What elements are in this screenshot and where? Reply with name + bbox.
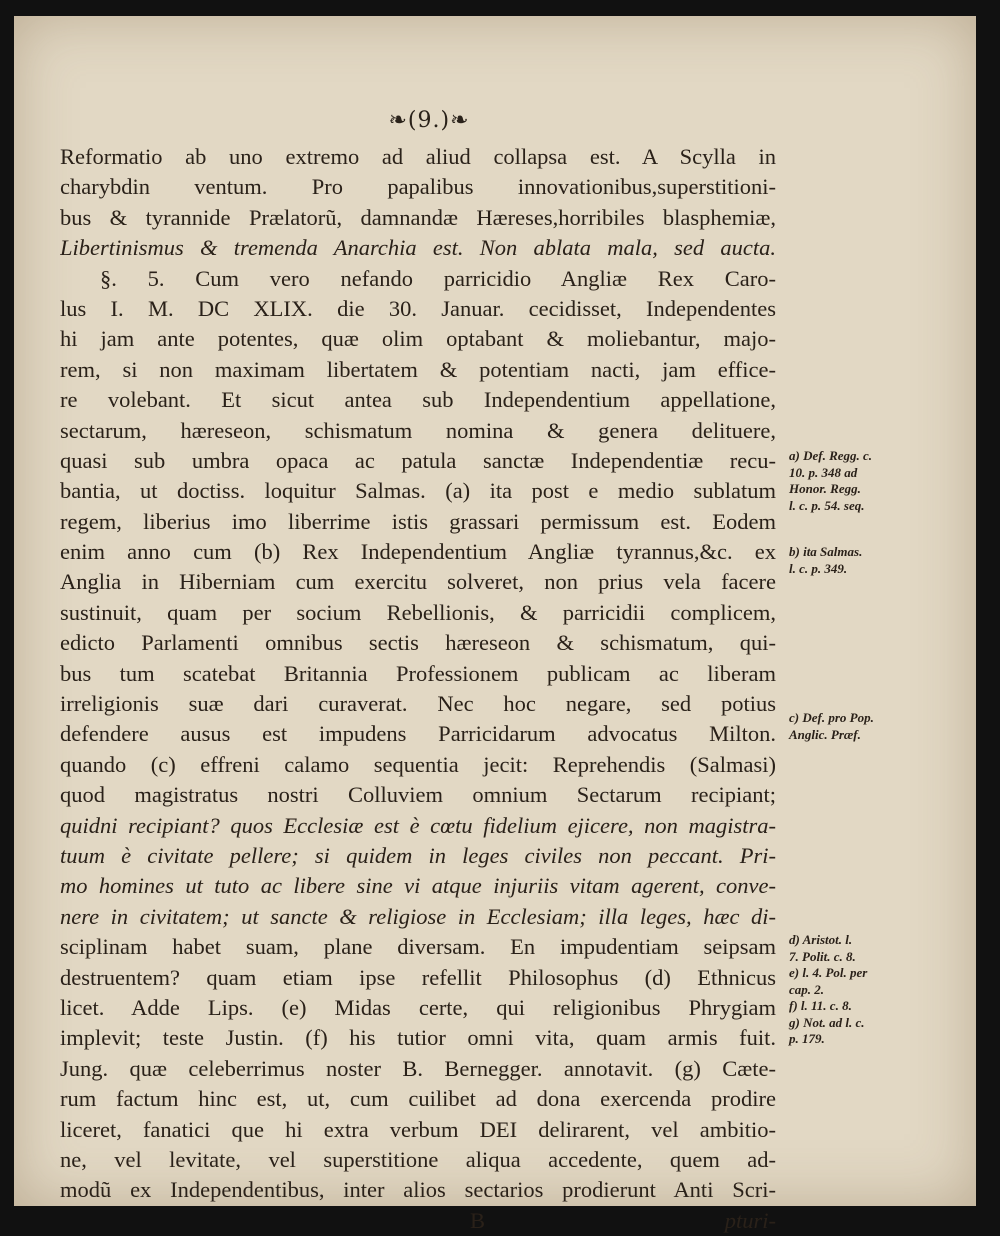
text-line: tuum è civitate pellere; si quidem in leges civiles non peccant. Pri-	[60, 842, 776, 868]
marginal-note-b	[789, 544, 929, 577]
text-line: licet. Adde Lips. (e) Midas certe, qui religionibus Phrygiam	[60, 994, 776, 1020]
marginal-note-a	[789, 448, 929, 514]
text-line: Anglia in Hiberniam cum exercitu solveret, non prius vela facere	[60, 569, 776, 595]
text-line: re volebant. Et sicut antea sub Independentium appellatione,	[60, 387, 776, 413]
note-line: 7. Polit. c. 8.	[789, 948, 856, 964]
text-line: irreligionis suæ dari curaverat. Nec hoc negare, sed potius	[60, 691, 776, 717]
note-line: Honor. Regg.	[789, 481, 861, 496]
main-text-block	[60, 142, 776, 1236]
text-line: sectarum, hæreseon, schismatum nomina & genera delituere,	[60, 417, 776, 443]
note-line: p. 179.	[789, 1031, 825, 1046]
note-line: e) l. 4. Pol. per	[789, 965, 868, 980]
note-line: g) Not. ad l. c.	[789, 1014, 865, 1030]
text-line: mo homines ut tuto ac libere sine vi atque injuriis vitam agerent, conve-	[60, 873, 776, 899]
text-line: quod magistratus nostri Colluviem omnium Sectarum recipiant;	[60, 782, 776, 808]
text-line: rem, si non maximam libertatem & potentiam nacti, jam effice-	[60, 356, 776, 382]
page-header-ornament: ❧(9.)❧	[388, 108, 470, 133]
note-line: l. c. p. 349.	[789, 560, 848, 576]
text-line: lus I. M. DC XLIX. die 30. Januar. cecidisset, Independentes	[60, 295, 776, 321]
note-line: c) Def. pro Pop.	[789, 710, 874, 725]
text-line: defendere ausus est impudens Parricidarum advocatus Milton.	[60, 721, 776, 747]
text-line: bantia, ut doctiss. loquitur Salmas. (a) ita post e medio sublatum	[60, 478, 776, 504]
text-line: destruentem? quam etiam ipse refellit Philosophus (d) Ethnicus	[60, 964, 776, 990]
note-line: b) ita Salmas.	[789, 544, 863, 559]
text-line: bus & tyrannide Prælatorũ, damnandæ Hæreses,horribiles blasphemiæ,	[60, 204, 776, 230]
marginal-note-d	[789, 932, 929, 1048]
text-line: Jung. quæ celeberrimus noster B. Bernegger. annotavit. (g) Cæte-	[60, 1055, 776, 1081]
note-line: 10. p. 348 ad	[789, 464, 858, 480]
catchword: pturi-	[724, 1207, 776, 1233]
text-line: Libertinismus & tremenda Anarchia est. Non ablata mala, sed aucta.	[60, 235, 776, 261]
book-page	[14, 16, 976, 1233]
text-line: nere in civitatem; ut sancte & religiose in Ecclesiam; illa leges, hæc di-	[60, 903, 776, 929]
text-line: hi jam ante potentes, quæ olim optabant & moliebantur, majo-	[60, 326, 776, 352]
text-line: regem, liberius imo liberrime istis grassari permissum est. Eodem	[60, 508, 776, 534]
text-line: ne, vel levitate, vel superstitione aliqua accedente, quem ad-	[60, 1146, 776, 1172]
text-line: §. 5. Cum vero nefando parricidio Angliæ Rex Caro-	[100, 265, 776, 291]
footer-line	[60, 1206, 776, 1236]
note-line: d) Aristot. l.	[789, 932, 853, 947]
text-line: liceret, fanatici que hi extra verbum DEI delirarent, vel ambitio-	[60, 1116, 776, 1142]
text-line: quasi sub umbra opaca ac patula sanctæ Independentiæ recu-	[60, 447, 776, 473]
text-line: quidni recipiant? quos Ecclesiæ est è cœtu fidelium ejicere, non magistra-	[60, 812, 776, 838]
note-line: Anglic. Præf.	[789, 726, 861, 742]
text-line: quando (c) effreni calamo sequentia jecit: Reprehendis (Salmasi)	[60, 751, 776, 777]
text-line: implevit; teste Justin. (f) his tutior omni vita, quam armis fuit.	[60, 1025, 776, 1051]
text-line: enim anno cum (b) Rex Independentium Angliæ tyrannus,&c. ex	[60, 539, 776, 565]
text-line: sustinuit, quam per socium Rebellionis, & parricidii complicem,	[60, 599, 776, 625]
text-line: Reformatio ab uno extremo ad aliud collapsa est. A Scylla in	[60, 144, 776, 169]
note-line: cap. 2.	[789, 981, 825, 997]
text-line: bus tum scatebat Britannia Professionem publicam ac liberam	[60, 660, 776, 686]
text-line: rum factum hinc est, ut, cum cuilibet ad dona exercenda prodire	[60, 1086, 776, 1112]
marginal-note-c	[789, 710, 929, 743]
note-line: a) Def. Regg. c.	[789, 448, 873, 463]
text-line: modũ ex Independentibus, inter alios sectarios prodierunt Anti Scri-	[60, 1177, 776, 1203]
note-line: f) l. 11. c. 8.	[789, 998, 852, 1013]
text-line: edicto Parlamenti omnibus sectis hæreseon & schismatum, qui-	[60, 630, 776, 656]
text-line: sciplinam habet suam, plane diversam. En impudentiam seipsam	[60, 934, 776, 960]
text-line: charybdin ventum. Pro papalibus innovationibus,superstitioni-	[60, 174, 776, 200]
signature-mark: B	[470, 1207, 486, 1233]
note-line: l. c. p. 54. seq.	[789, 497, 865, 513]
